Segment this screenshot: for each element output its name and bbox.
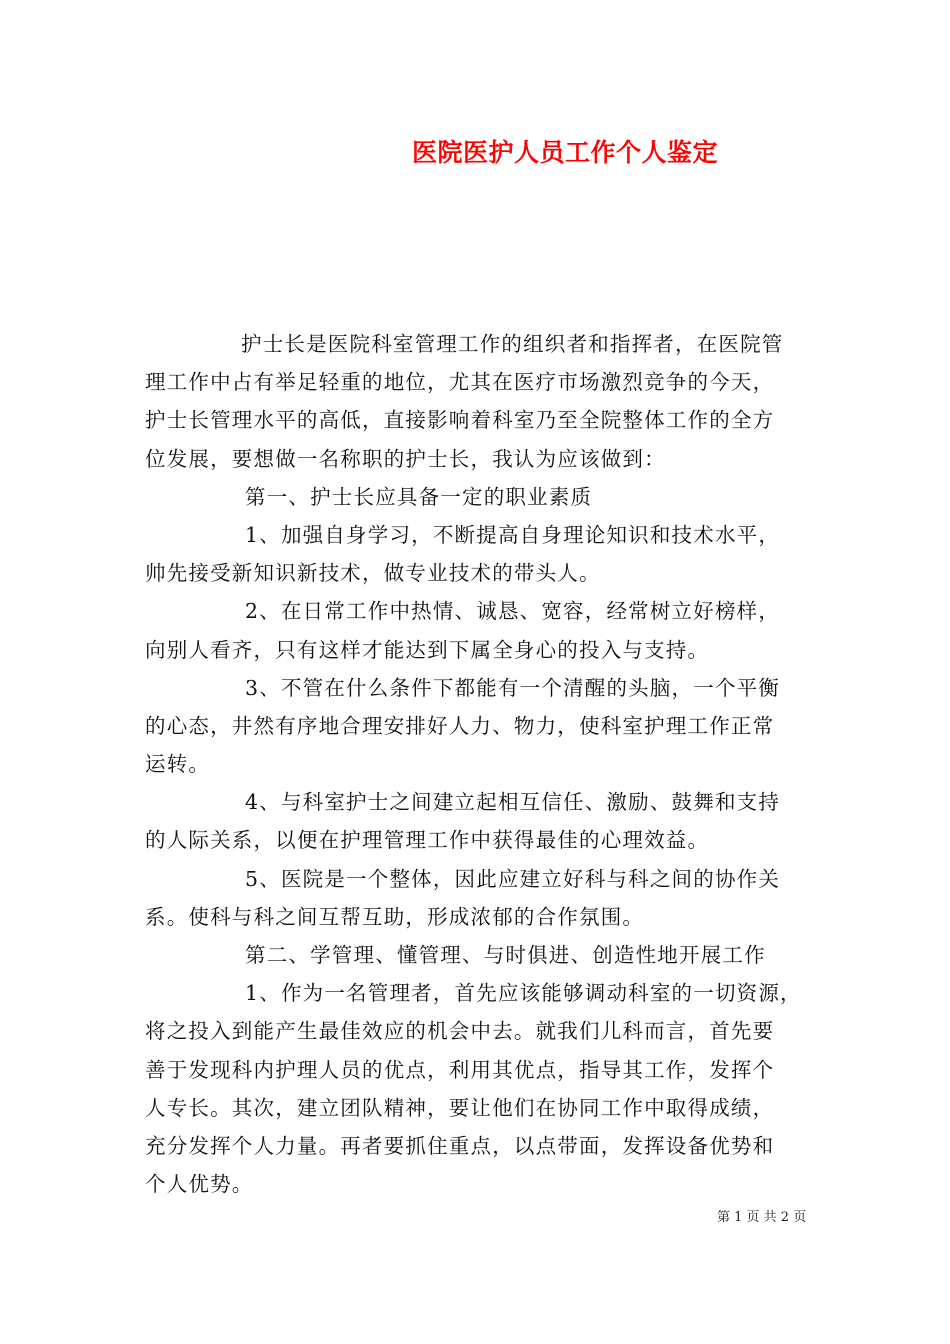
document-body [145, 325, 810, 1203]
paragraph-line: 的心态，井然有序地合理安排好人力、物力，使科室护理工作正常 [145, 713, 775, 738]
paragraph-line: 向别人看齐，只有这样才能达到下属全身心的投入与支持。 [145, 637, 710, 662]
paragraph-line: 人专长。其次，建立团队精神，要让他们在协同工作中取得成绩， [145, 1095, 775, 1120]
paragraph-line: 善于发现科内护理人员的优点，利用其优点，指导其工作，发挥个 [145, 1057, 775, 1082]
section-heading: 第二、学管理、懂管理、与时俱进、创造性地开展工作 [245, 943, 766, 967]
paragraph-line: 3、不管在什么条件下都能有一个清醒的头脑，一个平衡 [245, 675, 781, 700]
paragraph-line: 系。使科与科之间互帮互助，形成浓郁的合作氛围。 [145, 904, 645, 929]
paragraph-line: 将之投入到能产生最佳效应的机会中去。就我们儿科而言，首先要 [145, 1019, 775, 1044]
paragraph-line: 2、在日常工作中热情、诚恳、宽容，经常树立好榜样， [245, 599, 781, 624]
paragraph-line: 运转。 [145, 752, 211, 777]
paragraph-line: 的人际关系，以便在护理管理工作中获得最佳的心理效益。 [145, 828, 710, 853]
paragraph-line: 护士长管理水平的高低，直接影响着科室乃至全院整体工作的全方 [145, 408, 775, 433]
paragraph-line: 个人优势。 [145, 1172, 254, 1197]
paragraph-line: 5、医院是一个整体，因此应建立好科与科之间的协作关 [245, 866, 781, 891]
section-heading: 第一、护士长应具备一定的职业素质 [245, 484, 593, 509]
paragraph-line: 1、加强自身学习，不断提高自身理论知识和技术水平， [245, 522, 781, 547]
document-title: 医院医护人员工作个人鉴定 [412, 138, 719, 167]
paragraph-line: 帅先接受新知识新技术，做专业技术的带头人。 [145, 561, 601, 586]
page-number-footer: 第 1 页 共 2 页 [717, 1210, 807, 1225]
paragraph-line: 1、作为一名管理者，首先应该能够调动科室的一切资源， [245, 981, 802, 1006]
paragraph-line: 护士长是医院科室管理工作的组织者和指挥者，在医院管 [241, 332, 784, 356]
paragraph-line: 4、与科室护士之间建立起相互信任、激励、鼓舞和支持 [245, 790, 781, 815]
paragraph-line: 理工作中占有举足轻重的地位，尤其在医疗市场激烈竞争的今天， [145, 370, 775, 395]
paragraph-line: 充分发挥个人力量。再者要抓住重点，以点带面，发挥设备优势和 [145, 1133, 775, 1158]
paragraph-line: 位发展，要想做一名称职的护士长，我认为应该做到： [145, 446, 666, 471]
